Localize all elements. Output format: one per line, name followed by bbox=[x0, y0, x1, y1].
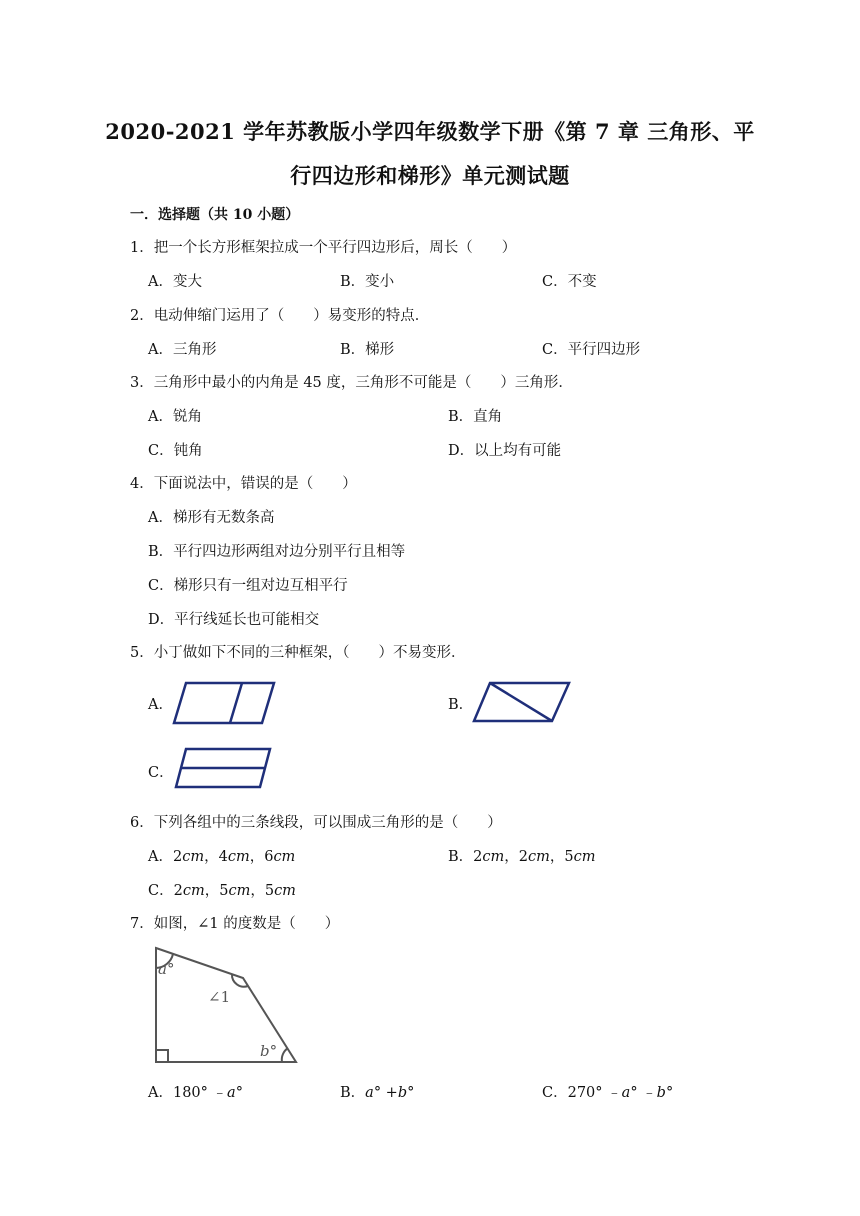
q4-option-b: B．平行四边形两组对边分别平行且相等 bbox=[148, 544, 406, 560]
q7-c-var1: a bbox=[621, 1085, 631, 1101]
page-title-line2: 行四边形和梯形》单元测试题 bbox=[290, 163, 570, 188]
q6-a-v2: ，4 bbox=[204, 849, 228, 865]
q3-option-d: D．以上均有可能 bbox=[448, 443, 562, 459]
q7-option-b bbox=[340, 1081, 414, 1102]
q7-b-text2: ° bbox=[407, 1085, 415, 1101]
question-6-stem: 6．下列各组中的三条线段，可以围成三角形的是（ ） bbox=[130, 815, 502, 831]
q3-option-c: C．钝角 bbox=[148, 443, 203, 459]
q6-b-v1: 2 bbox=[473, 849, 483, 865]
question-1-stem: 1．把一个长方形框架拉成一个平行四边形后，周长（ ） bbox=[130, 240, 517, 256]
q6-c-v2: ，5 bbox=[204, 883, 229, 899]
q6-a-label: A． bbox=[148, 849, 173, 865]
question-5-stem: 5．小丁做如下不同的三种框架，（ ）不易变形． bbox=[130, 645, 466, 661]
q4-option-c: C．梯形只有一组对边互相平行 bbox=[148, 578, 348, 594]
q5-option-b: B． bbox=[448, 697, 474, 713]
q6-c-u3: cm bbox=[274, 883, 296, 899]
q7-a-text2: ° bbox=[235, 1085, 243, 1101]
q4-option-a: A．梯形有无数条高 bbox=[148, 510, 275, 526]
q7-a-label: A． bbox=[148, 1085, 173, 1101]
q7-c-label: C． bbox=[542, 1085, 568, 1101]
q7-c-text3: ° bbox=[665, 1085, 674, 1101]
q6-a-u3: cm bbox=[273, 849, 296, 865]
q4-option-d: D．平行线延长也可能相交 bbox=[148, 612, 320, 628]
q6-a-u1: cm bbox=[182, 849, 205, 865]
frame-b-lines bbox=[474, 683, 569, 721]
q6-c-v1: 2 bbox=[173, 883, 183, 899]
q7-b-var1: a bbox=[365, 1085, 374, 1101]
q7-b-var2: b bbox=[397, 1085, 408, 1101]
frame-a-lines bbox=[174, 683, 274, 723]
q6-a-u2: cm bbox=[227, 849, 250, 865]
q6-option-a bbox=[148, 845, 295, 866]
q3-option-b: B．直角 bbox=[448, 409, 503, 425]
q6-b-label: B． bbox=[448, 849, 474, 865]
q7-b-text1: ° + bbox=[373, 1085, 398, 1101]
q7-c-text2: ° ﹣ bbox=[630, 1085, 657, 1101]
q1-option-b: B．变小 bbox=[340, 274, 395, 290]
q7-c-text1: 270° ﹣ bbox=[567, 1085, 622, 1101]
frame-a-figure bbox=[172, 679, 278, 727]
q6-b-v3: ，5 bbox=[549, 849, 574, 865]
page-title-line1: 2020-2021 学年苏教版小学四年级数学下册《第 7 章 三角形、平 bbox=[105, 119, 755, 144]
quadrilateral-figure bbox=[148, 940, 300, 1068]
q7-b-label: B． bbox=[340, 1085, 366, 1101]
angle-1-label: ∠1 bbox=[208, 988, 231, 1006]
angle-a-label: a° bbox=[158, 960, 175, 978]
question-3-stem: 3．三角形中最小的内角是 45 度，三角形不可能是（ ）三角形． bbox=[130, 375, 573, 391]
q6-option-c bbox=[148, 879, 296, 900]
frame-b-figure bbox=[472, 679, 572, 725]
question-7-stem: 7．如图，∠1 的度数是（ ） bbox=[130, 916, 340, 932]
q1-option-a: A．变大 bbox=[148, 274, 202, 290]
q6-b-v2: ，2 bbox=[504, 849, 528, 865]
q6-c-u2: cm bbox=[228, 883, 251, 899]
frame-c-figure bbox=[172, 745, 274, 791]
q5-option-a: A． bbox=[148, 697, 173, 713]
question-4-stem: 4．下面说法中，错误的是（ ） bbox=[130, 476, 357, 492]
q5-option-c: C． bbox=[148, 765, 174, 781]
q7-a-text1: 180° ﹣ bbox=[172, 1085, 228, 1101]
q6-a-v1: 2 bbox=[172, 849, 183, 865]
q6-c-u1: cm bbox=[182, 883, 205, 899]
q2-option-b: B．梯形 bbox=[340, 342, 395, 358]
q6-a-v3: ，6 bbox=[249, 849, 274, 865]
q6-c-v3: ，5 bbox=[250, 883, 275, 899]
q6-b-u2: cm bbox=[528, 849, 550, 865]
q7-option-a bbox=[148, 1081, 243, 1102]
q3-option-a: A．锐角 bbox=[148, 409, 202, 425]
q2-option-a: A．三角形 bbox=[148, 342, 217, 358]
q1-option-c: C．不变 bbox=[542, 274, 597, 290]
q7-a-var: a bbox=[227, 1085, 236, 1101]
q7-option-c bbox=[542, 1081, 673, 1102]
angle-b-label: b° bbox=[260, 1042, 278, 1060]
q6-b-u3: cm bbox=[573, 849, 596, 865]
q2-option-c: C．平行四边形 bbox=[542, 342, 641, 358]
q6-c-label: C． bbox=[148, 883, 174, 899]
section-heading: 一．选择题（共 10 小题） bbox=[130, 207, 300, 223]
q6-b-u1: cm bbox=[482, 849, 505, 865]
q7-c-var2: b bbox=[656, 1085, 666, 1101]
frame-c-lines bbox=[176, 749, 270, 787]
question-2-stem: 2．电动伸缩门运用了（ ）易变形的特点． bbox=[130, 308, 430, 324]
q6-option-b bbox=[448, 845, 595, 866]
